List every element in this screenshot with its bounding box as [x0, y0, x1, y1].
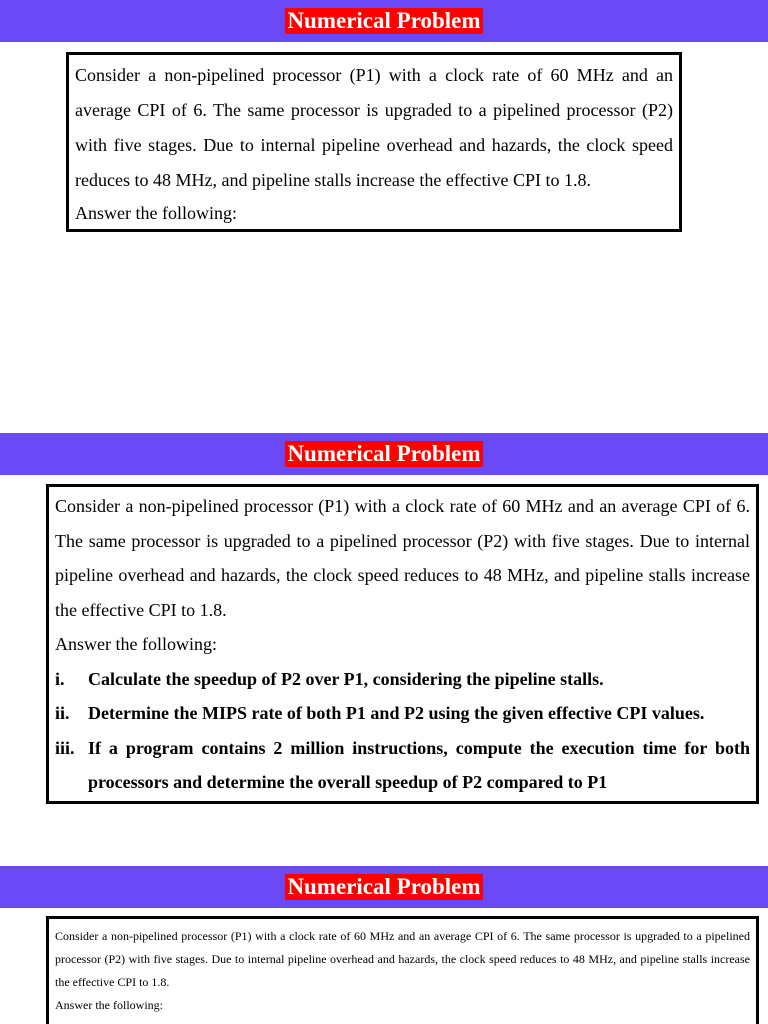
question-item: [55, 696, 750, 731]
slide-1: [0, 0, 768, 420]
problem-box: [46, 484, 759, 804]
question-number: ii.: [55, 703, 70, 723]
answer-prompt: Answer the following:: [75, 203, 237, 223]
problem-statement: Consider a non-pipelined processor (P1) with a clock rate of 60 MHz and an average CPI of 6. The same processor is upgraded to a pipelined processor (P2) with five stages. Due to internal pipeline overhead and hazards, the clock speed reduces to 48 MHz, and pipeline stalls increase the effective CPI to 1.8.: [55, 929, 750, 989]
problem-box: [46, 916, 759, 1024]
slide-title: Numerical Problem: [287, 441, 481, 466]
question-text: Calculate the speedup of P2 over P1, considering the pipeline stalls.: [88, 668, 604, 689]
question-number: iii.: [55, 737, 75, 758]
problem-statement: Consider a non-pipelined processor (P1) with a clock rate of 60 MHz and an average CPI of 6. The same processor is upgraded to a pipelined processor (P2) with five stages. Due to internal pipeline overhead and hazards, the clock speed reduces to 48 MHz, and pipeline stalls increase the effective CPI to 1.8.: [55, 496, 750, 620]
answer-prompt: Answer the following:: [55, 634, 217, 654]
title-band: [0, 0, 768, 42]
title-band: [0, 866, 768, 908]
question-text: If a program contains 2 million instructions, compute the execution time for both processors and determine the overall speedup of P2 compared to P1: [88, 737, 750, 792]
problem-statement: Consider a non-pipelined processor (P1) with a clock rate of 60 MHz and an average CPI of 6. The same processor is upgraded to a pipelined processor (P2) with five stages. Due to internal pipeline overhead and hazards, the clock speed reduces to 48 MHz, and pipeline stalls increase the effective CPI to 1.8.: [75, 65, 673, 190]
question-item: [55, 662, 750, 697]
question-item: [55, 731, 750, 800]
slide-title: Numerical Problem: [287, 874, 481, 899]
problem-box: [66, 52, 682, 232]
question-number: i.: [55, 668, 65, 689]
title-band: [0, 433, 768, 475]
answer-prompt: Answer the following:: [55, 998, 163, 1012]
question-list: [55, 662, 750, 800]
slide-title: Numerical Problem: [287, 8, 481, 33]
slide-3: [0, 866, 768, 1024]
question-text: Determine the MIPS rate of both P1 and P2 using the given effective CPI values.: [88, 703, 705, 723]
slide-2: [0, 433, 768, 853]
